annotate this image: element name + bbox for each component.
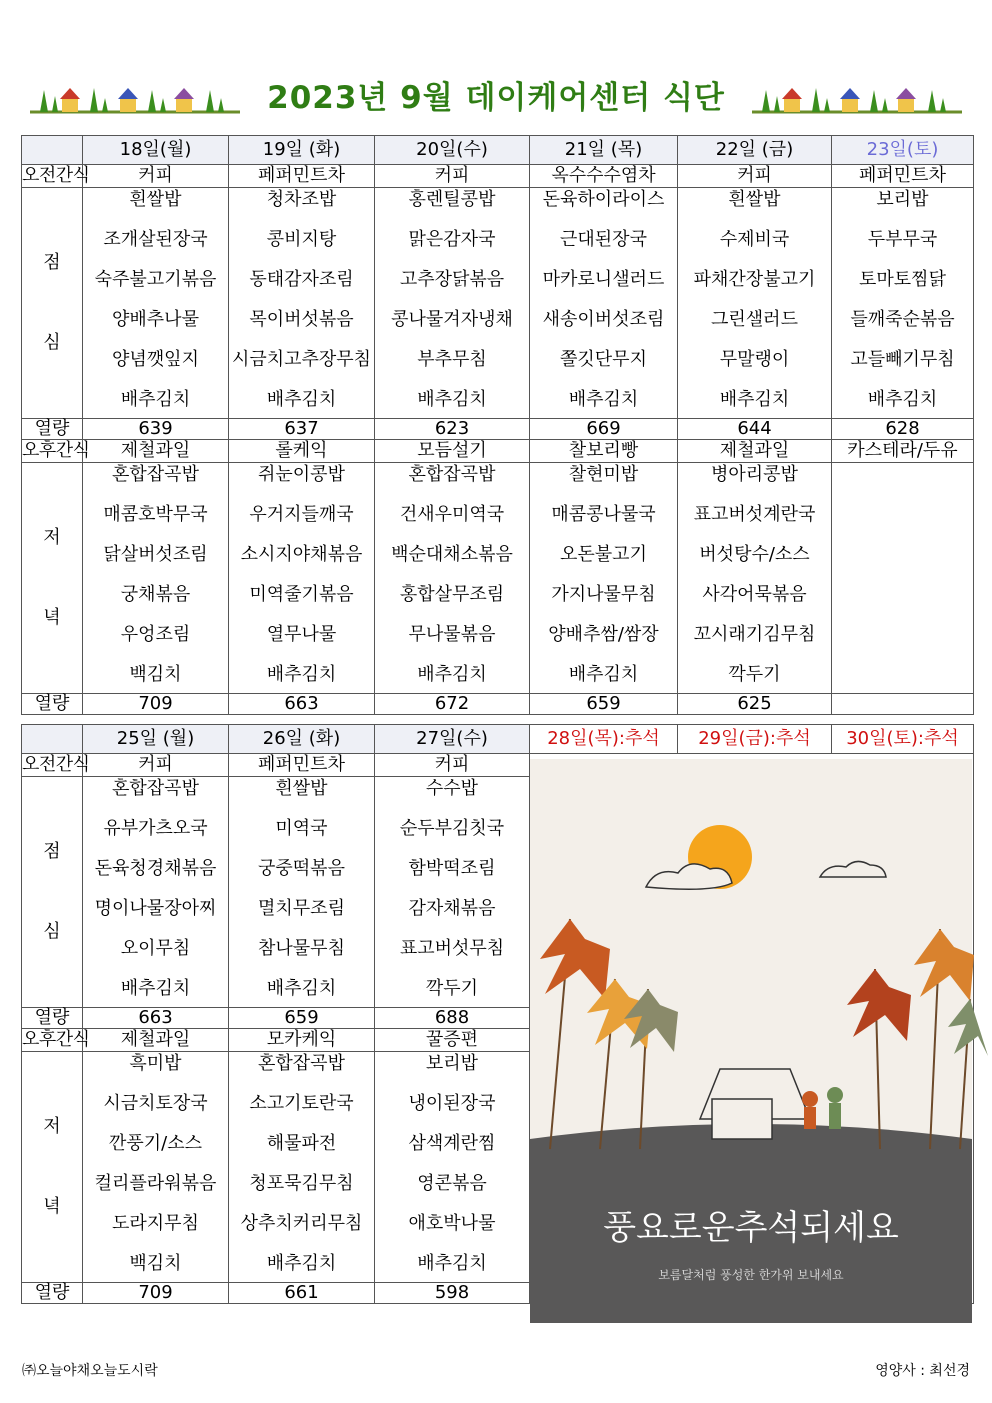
dish: 표고버섯무침 — [399, 938, 505, 959]
dish: 깍두기 — [728, 664, 781, 685]
dish: 궁채볶음 — [120, 584, 191, 605]
dish: 흰쌀밥 — [728, 189, 781, 210]
week1-lunch-calorie-row — [22, 419, 974, 440]
day-header: 20일(수) — [375, 136, 530, 165]
snack-cell: 페퍼민트차 — [229, 165, 375, 188]
nutritionist-name: 영양사 : 최선경 — [875, 1363, 970, 1379]
calorie-value: 672 — [375, 694, 530, 715]
dish: 찰현미밥 — [568, 464, 639, 485]
dish — [832, 503, 973, 543]
dish — [832, 583, 973, 623]
dish: 조개살된장국 — [103, 229, 208, 250]
lunch-menu-cell — [678, 188, 832, 419]
dinner-menu-cell — [229, 1052, 375, 1283]
afternoon-snack-label: 오후간식 — [22, 440, 90, 461]
calorie-value: 669 — [530, 419, 678, 440]
snack-cell: 커피 — [375, 165, 530, 188]
dish: 백김치 — [129, 664, 182, 685]
dish: 배추김치 — [417, 664, 487, 685]
dish: 명이나물장아찌 — [94, 898, 217, 919]
holiday-header: 28일(목):추석 — [530, 725, 678, 754]
lunch-menu-cell — [375, 188, 530, 419]
dish: 우거지들깨국 — [249, 504, 354, 525]
dish: 무나물볶음 — [408, 624, 496, 645]
morning-snack-label: 오전간식 — [22, 165, 90, 186]
dinner-menu-cell — [678, 463, 832, 694]
dish: 숙주불고기볶음 — [94, 269, 217, 290]
day-header: 21일 (목) — [530, 136, 678, 165]
dish: 들깨죽순볶음 — [850, 309, 955, 330]
dish: 목이버섯볶음 — [249, 309, 354, 330]
dish: 사각어묵볶음 — [702, 584, 807, 605]
lunch-label-2: 심 — [43, 332, 61, 353]
dish: 쫄깃단무지 — [560, 349, 647, 370]
dinner-label — [22, 463, 83, 694]
calorie-value: 644 — [678, 419, 832, 440]
dish: 배추김치 — [568, 664, 639, 685]
dish — [832, 543, 973, 583]
dish: 병아리콩밥 — [711, 464, 798, 485]
dish: 배추김치 — [266, 389, 337, 410]
company-name: ㈜오늘야채오늘도시락 — [22, 1363, 158, 1379]
dish: 흰쌀밥 — [275, 778, 328, 799]
dish: 홍렌틸콩밥 — [408, 189, 496, 210]
calorie-value: 661 — [229, 1283, 375, 1304]
dish: 쥐눈이콩밥 — [258, 464, 345, 485]
dish: 맑은감자국 — [408, 229, 496, 250]
morning-snack-label: 오전간식 — [22, 754, 90, 775]
calorie-value: 709 — [83, 1283, 229, 1304]
dish: 삼색계란찜 — [408, 1133, 496, 1154]
dinner-menu-cell-empty — [832, 463, 974, 694]
calorie-value: 628 — [832, 419, 974, 440]
calorie-value: 663 — [229, 694, 375, 715]
village-right-icon — [752, 68, 962, 116]
dish: 배추김치 — [719, 389, 790, 410]
dish: 혼합잡곡밥 — [408, 464, 496, 485]
holiday-header: 29일(금):추석 — [678, 725, 832, 754]
calorie-value: 625 — [678, 694, 832, 715]
afternoon-snack-label: 오후간식 — [22, 1029, 90, 1050]
chuseok-greeting-picture — [530, 759, 972, 1323]
dish: 수수밥 — [425, 778, 479, 799]
week1-lunch-row — [22, 188, 974, 419]
dish: 오돈불고기 — [560, 544, 647, 565]
lunch-menu-cell — [83, 777, 229, 1008]
dish: 양배추쌈/쌈장 — [548, 624, 659, 645]
calorie-value: 659 — [530, 694, 678, 715]
calorie-value: 639 — [83, 419, 229, 440]
dish: 청포묵김무침 — [249, 1173, 354, 1194]
dish: 백김치 — [129, 1253, 182, 1274]
dish: 표고버섯계란국 — [693, 504, 816, 525]
dish: 흰쌀밥 — [129, 189, 182, 210]
dish: 동태감자조림 — [249, 269, 354, 290]
lunch-menu-cell — [375, 777, 530, 1008]
dish: 배추김치 — [120, 978, 191, 999]
dish: 콩비지탕 — [266, 229, 337, 250]
dish: 배추김치 — [417, 389, 487, 410]
day-header: 18일(월) — [83, 136, 229, 165]
dinner-label — [22, 1052, 83, 1283]
dish: 토마토찜닭 — [859, 269, 946, 290]
dish: 애호박나물 — [408, 1213, 496, 1234]
dish: 보리밥 — [876, 189, 929, 210]
dish: 소고기토란국 — [249, 1093, 354, 1114]
dinner-label-1: 저 — [43, 1116, 61, 1137]
week1-day-header-row — [22, 136, 974, 165]
dish: 열무나물 — [266, 624, 337, 645]
dish — [832, 663, 973, 693]
dish: 돈육청경채볶음 — [94, 858, 217, 879]
snack-cell: 모듬설기 — [375, 440, 530, 463]
dinner-menu-cell — [83, 1052, 229, 1283]
lunch-menu-cell — [229, 188, 375, 419]
dinner-label-1: 저 — [43, 527, 61, 548]
snack-cell: 꿀증편 — [375, 1029, 530, 1052]
week1-morning-snack-row — [22, 165, 974, 188]
calorie-label: 열량 — [22, 694, 83, 715]
dish: 궁중떡볶음 — [258, 858, 345, 879]
dish: 무말랭이 — [719, 349, 790, 370]
snack-cell: 찰보리빵 — [530, 440, 678, 463]
week1-afternoon-snack-row — [22, 440, 974, 463]
lunch-menu-cell — [832, 188, 974, 419]
calorie-value: 659 — [229, 1008, 375, 1029]
dish: 청차조밥 — [266, 189, 337, 210]
calorie-value: 598 — [375, 1283, 530, 1304]
calorie-label: 열량 — [22, 419, 83, 440]
dish: 상추치커리무침 — [240, 1213, 363, 1234]
dish: 부추무침 — [417, 349, 487, 370]
page-title: 2023년 9월 데이케어센터 식단 — [267, 80, 725, 116]
week2-day-header-row — [22, 725, 974, 754]
dish: 배추김치 — [266, 664, 337, 685]
dish: 순두부김칫국 — [399, 818, 505, 839]
calorie-label: 열량 — [22, 1283, 83, 1304]
dish: 파채간장불고기 — [693, 269, 816, 290]
snack-cell: 페퍼민트차 — [832, 165, 974, 188]
dish: 홍합살무조림 — [399, 584, 505, 605]
dish: 마카로니샐러드 — [542, 269, 665, 290]
dish: 배추김치 — [120, 389, 191, 410]
dish: 고들빼기무침 — [850, 349, 955, 370]
snack-cell: 페퍼민트차 — [229, 754, 375, 777]
dish: 혼합잡곡밥 — [258, 1053, 345, 1074]
dish: 유부가츠오국 — [103, 818, 208, 839]
dish: 가지나물무침 — [551, 584, 656, 605]
lunch-label-2: 심 — [43, 921, 61, 942]
dish: 근대된장국 — [560, 229, 647, 250]
picture-caption: 보름달처럼 풍성한 한가위 보내세요 — [658, 1268, 844, 1282]
snack-cell: 롤케익 — [229, 440, 375, 463]
dish: 건새우미역국 — [399, 504, 505, 525]
snack-cell: 커피 — [375, 754, 530, 777]
day-header: 27일(수) — [375, 725, 530, 754]
dish: 시금치토장국 — [103, 1093, 208, 1114]
day-header: 26일 (화) — [229, 725, 375, 754]
dish: 컬리플라워볶음 — [94, 1173, 217, 1194]
dish: 함박떡조림 — [408, 858, 496, 879]
lunch-label-1: 점 — [43, 841, 61, 862]
dish: 우엉조림 — [120, 624, 191, 645]
snack-cell: 모카케익 — [229, 1029, 375, 1052]
day-header-saturday: 23일(토) — [832, 136, 974, 165]
snack-cell: 카스테라/두유 — [832, 440, 974, 463]
calorie-value — [832, 694, 974, 715]
dish: 혼합잡곡밥 — [112, 778, 199, 799]
picture-headline: 풍요로운추석되세요 — [603, 1208, 899, 1248]
dish: 양념깻잎지 — [112, 349, 199, 370]
dish: 그린샐러드 — [711, 309, 798, 330]
dish: 도라지무침 — [112, 1213, 199, 1234]
day-header: 25일 (월) — [83, 725, 229, 754]
calorie-value: 709 — [83, 694, 229, 715]
week1-menu-table — [21, 135, 974, 715]
dish — [832, 623, 973, 663]
dish: 보리밥 — [425, 1053, 479, 1074]
dinner-menu-cell — [375, 463, 530, 694]
snack-cell: 제철과일 — [83, 1029, 229, 1052]
holiday-header: 30일(토):추석 — [832, 725, 974, 754]
lunch-menu-cell — [229, 777, 375, 1008]
snack-cell: 커피 — [83, 165, 229, 188]
dish: 매콤호박무국 — [103, 504, 208, 525]
snack-cell: 커피 — [678, 165, 832, 188]
dish: 배추김치 — [266, 978, 337, 999]
week1-dinner-calorie-row — [22, 694, 974, 715]
title-banner — [0, 62, 992, 122]
dish: 배추김치 — [568, 389, 639, 410]
dish: 흑미밥 — [129, 1053, 182, 1074]
dish: 시금치고추장무침 — [231, 349, 372, 370]
dish: 두부무국 — [867, 229, 938, 250]
dinner-menu-cell — [375, 1052, 530, 1283]
dish: 해물파전 — [266, 1133, 337, 1154]
lunch-menu-cell — [530, 188, 678, 419]
dish: 깍두기 — [425, 978, 479, 999]
lunch-label — [22, 777, 83, 1008]
dish: 닭살버섯조림 — [103, 544, 208, 565]
calorie-value: 623 — [375, 419, 530, 440]
dish: 감자채볶음 — [408, 898, 496, 919]
dish: 고추장닭볶음 — [399, 269, 505, 290]
snack-cell: 옥수수수염차 — [530, 165, 678, 188]
dish: 새송이버섯조림 — [542, 309, 665, 330]
snack-cell: 커피 — [83, 754, 229, 777]
dish — [832, 463, 973, 503]
lunch-label-1: 점 — [43, 252, 61, 273]
dish: 버섯탕수/소스 — [699, 544, 810, 565]
lunch-menu-cell — [83, 188, 229, 419]
dish: 오이무침 — [120, 938, 191, 959]
dish: 배추김치 — [867, 389, 938, 410]
week1-dinner-row — [22, 463, 974, 694]
dish: 혼합잡곡밥 — [112, 464, 199, 485]
dish: 백순대채소볶음 — [391, 544, 513, 565]
snack-cell: 제철과일 — [678, 440, 832, 463]
calorie-value: 663 — [83, 1008, 229, 1029]
dish: 꼬시래기김무침 — [693, 624, 816, 645]
lunch-label — [22, 188, 83, 419]
dish: 멸치무조림 — [258, 898, 345, 919]
dish: 깐풍기/소스 — [108, 1133, 202, 1154]
dish: 냉이된장국 — [408, 1093, 496, 1114]
dish: 양배추나물 — [112, 309, 199, 330]
calorie-value: 637 — [229, 419, 375, 440]
dinner-menu-cell — [83, 463, 229, 694]
dish: 참나물무침 — [258, 938, 345, 959]
dish: 미역국 — [275, 818, 328, 839]
dish: 돈육하이라이스 — [542, 189, 665, 210]
calorie-value: 688 — [375, 1008, 530, 1029]
dish: 배추김치 — [417, 1253, 487, 1274]
dish: 미역줄기볶음 — [249, 584, 354, 605]
dish: 콩나물겨자냉채 — [391, 309, 513, 330]
dinner-menu-cell — [229, 463, 375, 694]
day-header: 19일 (화) — [229, 136, 375, 165]
dish: 영콘볶음 — [417, 1173, 487, 1194]
autumn-scene-illustration — [530, 759, 972, 1323]
dinner-label-2: 녁 — [43, 1196, 61, 1217]
dish: 매콤콩나물국 — [551, 504, 656, 525]
dish: 소시지야채볶음 — [240, 544, 363, 565]
dish: 수제비국 — [719, 229, 790, 250]
snack-cell: 제철과일 — [83, 440, 229, 463]
day-header: 22일 (금) — [678, 136, 832, 165]
calorie-label: 열량 — [22, 1008, 83, 1029]
dinner-menu-cell — [530, 463, 678, 694]
dinner-label-2: 녁 — [43, 607, 61, 628]
dish: 배추김치 — [266, 1253, 337, 1274]
